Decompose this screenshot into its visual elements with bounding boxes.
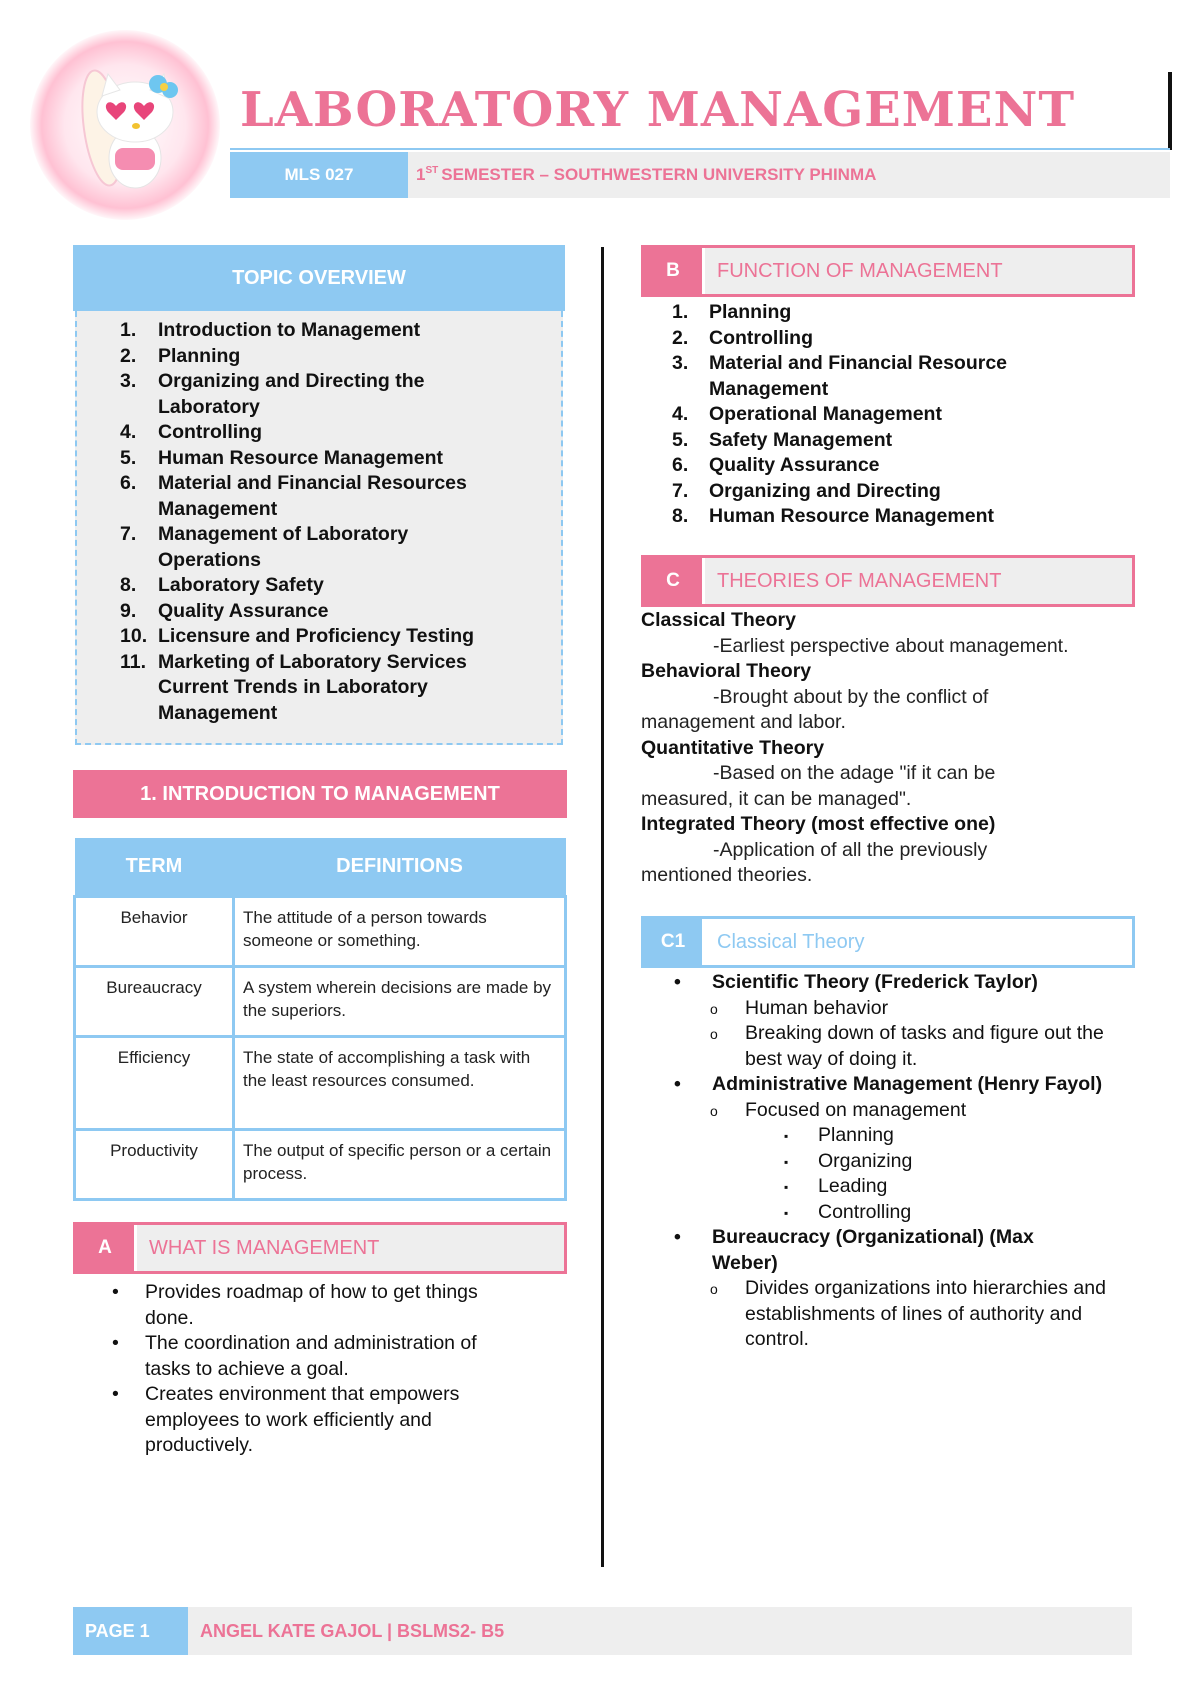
section-b-heading bbox=[641, 245, 1135, 297]
title-divider bbox=[230, 148, 1170, 150]
list-item bbox=[672, 428, 1092, 454]
page-number: PAGE 1 bbox=[73, 1607, 188, 1655]
item-number: 6. bbox=[120, 472, 137, 494]
topic-overview-list bbox=[120, 318, 560, 726]
list-item bbox=[672, 300, 1092, 326]
section-title: FUNCTION OF MANAGEMENT bbox=[702, 248, 1003, 294]
item-number: 9. bbox=[120, 599, 137, 622]
section-tag: B bbox=[644, 248, 702, 294]
list-item: ▪ Organizing bbox=[632, 1149, 1132, 1175]
section-tag: C bbox=[644, 558, 702, 604]
terms-table bbox=[73, 838, 567, 1201]
item-text: Organizing and Directing the Laboratory bbox=[158, 370, 425, 418]
theory-name: Integrated Theory (most effective one) bbox=[641, 813, 996, 835]
what-is-management-list bbox=[110, 1280, 550, 1459]
classical-theory-list bbox=[672, 970, 1132, 1353]
list-item bbox=[120, 369, 560, 420]
item-number: 1. bbox=[120, 319, 137, 341]
list-item bbox=[120, 420, 560, 446]
section-title: WHAT IS MANAGEMENT bbox=[134, 1225, 379, 1271]
functions-list bbox=[672, 300, 1092, 530]
definition-cell: The output of specific person or a certain process. bbox=[234, 1130, 566, 1200]
theory-description: -Based on the adage "if it can be measured, it can be managed". bbox=[641, 762, 996, 810]
item-number: 8. bbox=[120, 574, 137, 596]
list-item: • Administrative Management (Henry Fayol) bbox=[672, 1072, 1112, 1098]
list-item bbox=[120, 471, 560, 522]
list-item: o Focused on management bbox=[632, 1098, 1132, 1124]
list-item: • Creates environment that empowers employees to work efficiently and productively. bbox=[110, 1382, 495, 1459]
item-text: Marketing of Laboratory Services Current Trends in Laboratory Management bbox=[158, 650, 467, 724]
term-cell: Bureaucracy bbox=[75, 967, 234, 1037]
definition-cell: The attitude of a person towards someone or something. bbox=[234, 897, 566, 967]
author-info: ANGEL KATE GAJOL | BSLMS2- B5 bbox=[188, 1607, 1132, 1655]
topic-overview-heading: TOPIC OVERVIEW bbox=[73, 245, 565, 311]
theory-description: -Application of all the previously mentioned theories. bbox=[641, 838, 988, 886]
item-number: 5. bbox=[120, 446, 137, 469]
semester-number: 1 bbox=[416, 165, 426, 184]
list-item bbox=[120, 624, 560, 650]
item-text: Laboratory Safety bbox=[158, 574, 324, 596]
list-item: o Breaking down of tasks and figure out the best way of doing it. bbox=[632, 1021, 1132, 1072]
item-text: Organizing and Directing bbox=[709, 479, 941, 502]
item-number: 3. bbox=[120, 370, 137, 392]
definition-cell: The state of accomplishing a task with the least resources consumed. bbox=[234, 1037, 566, 1130]
theory-description: -Brought about by the conflict of management and labor. bbox=[641, 685, 989, 733]
theories-list bbox=[641, 608, 1131, 889]
column-header-term: TERM bbox=[75, 838, 234, 897]
list-item bbox=[120, 599, 560, 625]
item-text: Quality Assurance bbox=[709, 454, 880, 476]
list-item: o Human behavior bbox=[632, 996, 1132, 1022]
table-header-row bbox=[75, 838, 566, 897]
item-number: 6. bbox=[672, 454, 689, 476]
term-cell: Efficiency bbox=[75, 1037, 234, 1130]
hello-kitty-mascot-icon bbox=[30, 30, 220, 220]
table-row bbox=[75, 1037, 566, 1130]
theory-name: Quantitative Theory bbox=[641, 736, 825, 759]
list-item bbox=[120, 446, 560, 472]
item-text: Management of Laboratory Operations bbox=[158, 523, 409, 571]
term-cell: Productivity bbox=[75, 1130, 234, 1200]
column-divider bbox=[601, 247, 604, 1567]
table-row bbox=[75, 897, 566, 967]
document-title: LABORATORY MANAGEMENT bbox=[240, 82, 1076, 138]
section-tag: A bbox=[76, 1225, 134, 1271]
mascot-logo bbox=[30, 30, 220, 220]
list-item bbox=[672, 453, 1092, 479]
item-number: 2. bbox=[120, 344, 137, 367]
item-number: 10. bbox=[120, 625, 148, 647]
intro-heading: 1. INTRODUCTION TO MANAGEMENT bbox=[73, 770, 567, 818]
list-item bbox=[120, 318, 560, 344]
item-text: Material and Financial Resource Management bbox=[709, 352, 1008, 400]
list-item bbox=[672, 479, 1092, 505]
list-item: • Bureaucracy (Organizational) (Max Weber) bbox=[672, 1225, 1102, 1276]
item-number: 2. bbox=[672, 326, 689, 349]
item-number: 4. bbox=[672, 403, 689, 425]
item-text: Controlling bbox=[158, 421, 262, 443]
list-item: • Scientific Theory (Frederick Taylor) bbox=[672, 970, 1132, 996]
column-header-definitions: DEFINITIONS bbox=[234, 838, 566, 897]
definition-cell: A system wherein decisions are made by the superiors. bbox=[234, 967, 566, 1037]
item-number: 5. bbox=[672, 428, 689, 451]
item-text: Licensure and Proficiency Testing bbox=[158, 625, 475, 647]
list-item bbox=[672, 504, 1092, 530]
item-text: Introduction to Management bbox=[158, 319, 421, 341]
list-item bbox=[120, 522, 560, 573]
item-text: Planning bbox=[158, 344, 241, 367]
list-item bbox=[672, 326, 1092, 352]
term-cell: Behavior bbox=[75, 897, 234, 967]
item-number: 11. bbox=[120, 650, 147, 673]
list-item: ▪ Planning bbox=[632, 1123, 1132, 1149]
item-text: Safety Management bbox=[709, 428, 893, 451]
section-c1-heading bbox=[641, 916, 1135, 968]
list-item: • The coordination and administration of tasks to achieve a goal. bbox=[110, 1331, 495, 1382]
item-text: Human Resource Management bbox=[158, 446, 443, 469]
semester-text: SEMESTER – SOUTHWESTERN UNIVERSITY PHINMA bbox=[441, 165, 877, 184]
item-text: Quality Assurance bbox=[158, 599, 329, 622]
theory-description: -Earliest perspective about management. bbox=[713, 634, 1069, 657]
item-text: Material and Financial Resources Management bbox=[158, 472, 467, 520]
list-item bbox=[120, 650, 560, 727]
theory-name: Classical Theory bbox=[641, 609, 796, 631]
section-title: Classical Theory bbox=[702, 919, 864, 965]
item-text: Planning bbox=[709, 301, 792, 323]
table-row bbox=[75, 1130, 566, 1200]
theory-name: Behavioral Theory bbox=[641, 660, 812, 682]
item-number: 4. bbox=[120, 421, 137, 443]
course-code: MLS 027 bbox=[230, 152, 408, 198]
item-number: 7. bbox=[120, 523, 137, 545]
semester-info bbox=[408, 152, 1170, 198]
section-c-heading bbox=[641, 555, 1135, 607]
section-tag: C1 bbox=[644, 919, 702, 965]
item-text: Operational Management bbox=[709, 403, 942, 425]
item-number: 7. bbox=[672, 479, 689, 502]
list-item: ▪ Controlling bbox=[632, 1200, 1132, 1226]
table-row bbox=[75, 967, 566, 1037]
section-title: THEORIES OF MANAGEMENT bbox=[702, 558, 1001, 604]
item-text: Human Resource Management bbox=[709, 505, 994, 527]
item-number: 3. bbox=[672, 352, 689, 374]
item-number: 1. bbox=[672, 301, 689, 323]
item-text: Controlling bbox=[709, 326, 813, 349]
list-item bbox=[672, 402, 1092, 428]
list-item: ▪ Leading bbox=[632, 1174, 1132, 1200]
semester-suffix: ST bbox=[425, 164, 439, 176]
section-a-heading bbox=[73, 1222, 567, 1274]
list-item: o Divides organizations into hierarchies and establishments of lines of authority and control. bbox=[632, 1276, 1132, 1353]
title-accent-bar bbox=[1168, 72, 1172, 150]
list-item bbox=[672, 351, 1092, 402]
list-item: • Provides roadmap of how to get things done. bbox=[110, 1280, 485, 1331]
list-item bbox=[120, 344, 560, 370]
list-item bbox=[120, 573, 560, 599]
item-number: 8. bbox=[672, 505, 689, 527]
